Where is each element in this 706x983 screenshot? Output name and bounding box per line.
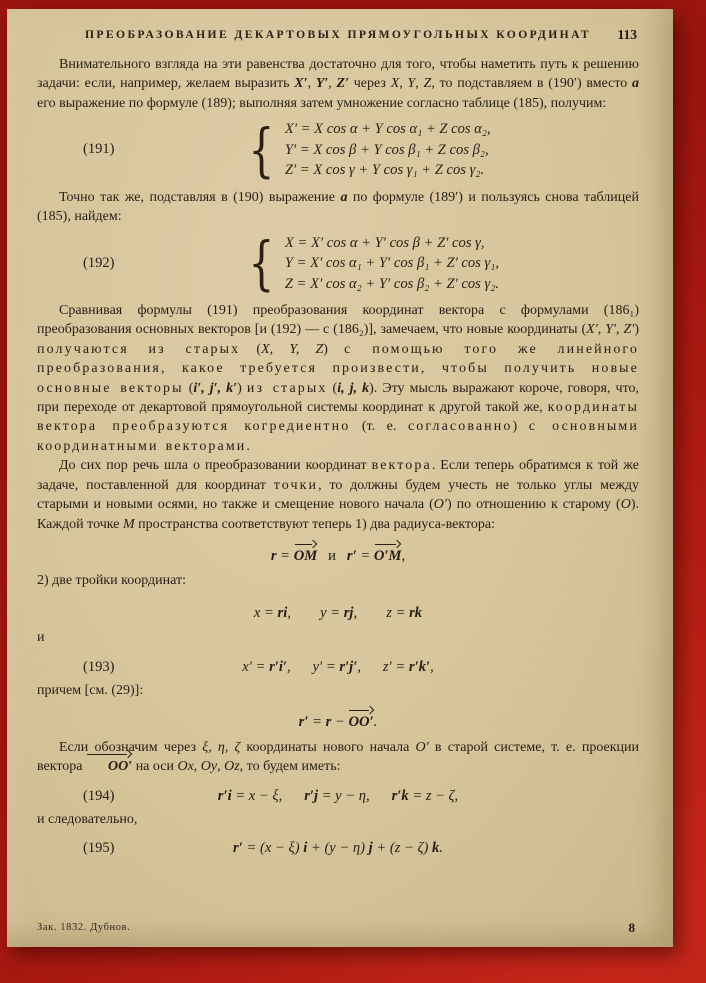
page-body <box>37 55 639 914</box>
equation-system-192 <box>37 229 639 298</box>
equation-line: Y = X′ cos α₁ + Y′ cos β₁ + Z′ cos γ₁, <box>284 255 499 272</box>
equation-line: r′i = x − ξ, r′j = y − η, r′k = z − ζ, <box>217 787 459 804</box>
equation-line: r′ = (x − ξ) i + (y − η) j + (z − ζ) k. <box>233 840 443 857</box>
equation-line: x′ = r′i′, y′ = r′j′, z′ = r′k′, <box>242 658 434 675</box>
display-equation-radius-vectors: r = OM и r′ = O′M, <box>37 539 639 566</box>
conjunction-and: и <box>37 630 45 646</box>
equation-group <box>243 229 499 298</box>
imprint-text: Зак. 1832. Дубнов. <box>37 921 131 933</box>
paragraph-sravnivaya: Сравнивая формулы (191) преобразования координат вектора с формулами (186₁) преобразования основных векторов [и (192) — с (186₂)], замечаем, что новые координаты (X′, Y′, Z′) получаются из старых (X, Y, Z) с помощью того же линейного преобразования, какое требуется произвести, чтобы получить новые основные векторы (i′, j′, k′) из старых (i, j, k). Эту мысль выражают короче, говоря, что, при переходе от декартовой прямоугольной системы координат к другой такой же, координаты вектора преобразуются когредиентно (т. е. согласованно) с основными координатными векторами. <box>37 303 639 454</box>
book-page <box>7 9 673 947</box>
equation-line: Z = X′ cos α₂ + Y′ cos β₂ + Z′ cos γ₂. <box>284 275 499 292</box>
equation-line: Z′ = X cos γ + Y cos γ₁ + Z cos γ₂. <box>284 162 485 179</box>
equation-number: (193) <box>83 658 115 675</box>
equation-lines <box>285 119 491 181</box>
paragraph-tochno: Точно так же, подставляя в (190) выражение a по формуле (189′) и пользуясь снова таблицей (185), найдем: <box>37 189 639 225</box>
system-brace: { <box>248 229 275 298</box>
display-equation-xyz: x = ri, y = rj, z = rk <box>253 604 423 621</box>
page-number: 113 <box>617 27 637 42</box>
equation-line: Y′ = X cos β + Y cos β₁ + Z cos β₂, <box>284 141 489 158</box>
page-header <box>37 25 639 43</box>
equation-system-191 <box>37 115 639 184</box>
equation-195 <box>37 833 639 858</box>
equation-group <box>243 115 491 184</box>
paragraph-sledovatelno: и следовательно, <box>37 811 138 827</box>
page-footer <box>37 918 639 937</box>
display-equation-r-prime: r′ = r − OO′. <box>37 705 639 732</box>
paragraph-two-triples: 2) две тройки координат: <box>37 573 186 589</box>
equation-line: X′ = X cos α + Y cos α₁ + Z cos α₂, <box>284 121 491 138</box>
equation-193 <box>37 652 639 677</box>
paragraph-prichem: причем [см. (29)]: <box>37 682 144 698</box>
equation-number: (195) <box>83 840 115 857</box>
paragraph-intro: Внимательного взгляда на эти равенства достаточно для того, чтобы наметить путь к решению задачи: если, например, желаем выразить X′, Y′, Z′ через X, Y, Z, то подставляем в (190′) вместо a его выражение по формуле (189); выполняя затем умножение согласно таблице (185), получим: <box>37 57 639 111</box>
equation-194 <box>37 781 639 806</box>
running-title: ПРЕОБРАЗОВАНИЕ ДЕКАРТОВЫХ ПРЯМОУГОЛЬНЫХ КООРДИНАТ <box>85 28 591 41</box>
system-brace: { <box>248 115 275 184</box>
paragraph-do-sih-por: До сих пор речь шла о преобразовании координат вектора. Если теперь обратимся к той же задаче, поставленной для координат точки, то должны будем учесть не только углы между старыми и новыми осями, но также и смещение нового начала (O′) по отношению к старому (O). Каждой точке M пространства соответствуют теперь 1) два радиуса-вектора: <box>37 458 639 532</box>
equation-line: X = X′ cos α + Y′ cos β + Z′ cos γ, <box>284 234 485 251</box>
equation-lines <box>285 233 499 295</box>
paragraph-esli-oboznachim: Если обозначим через ξ, η, ζ координаты нового начала O′ в старой системе, т. е. проекции вектора OO′ на оси Ox, Oy, Oz, то будем иметь: <box>37 738 639 777</box>
equation-number: (191) <box>83 141 115 158</box>
equation-number: (194) <box>83 787 115 804</box>
equation-number: (192) <box>83 254 115 271</box>
signature-number: 8 <box>628 919 635 935</box>
